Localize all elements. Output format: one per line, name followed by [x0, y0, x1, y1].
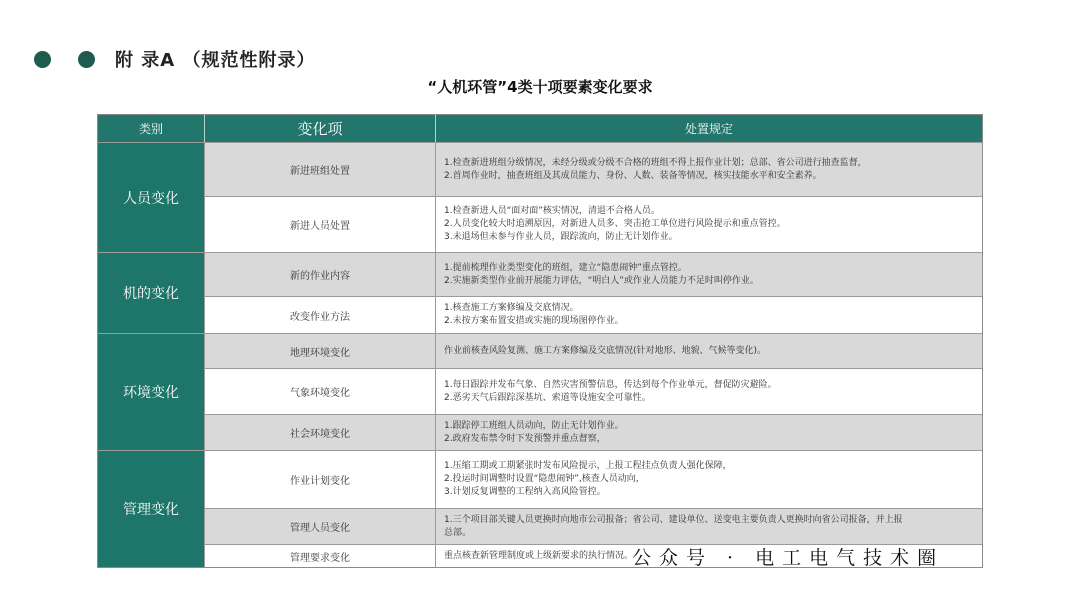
category-cell: 管理变化 — [98, 451, 205, 567]
item-cell: 气象环境变化 — [205, 369, 436, 414]
rule-line: 2.人员变化较大时追溯原因，对新进人员多、突击抢工单位进行风险提示和重点管控。 — [444, 219, 786, 229]
rule-cell — [436, 509, 982, 544]
item-cell: 管理人员变化 — [205, 509, 436, 544]
rule-cell — [436, 253, 982, 296]
rule-cell — [436, 197, 982, 252]
rule-cell — [436, 451, 982, 508]
rule-line: 作业前核查风险复测、施工方案修编及交底情况(针对地形、地貌、气候等变化)。 — [444, 345, 767, 356]
table-row — [205, 296, 982, 333]
bullet-dot-icon — [78, 51, 95, 68]
rule-cell — [436, 334, 982, 368]
column-header-item: 变化项 — [205, 115, 436, 142]
table-row — [205, 414, 982, 450]
requirements-table — [97, 114, 983, 568]
rule-line: 1.压缩工期或工期紧张时发布风险提示，上报工程挂点负责人强化保障， — [444, 461, 732, 471]
column-header-category: 类别 — [98, 115, 205, 142]
rule-line: 1.跟踪停工班组人员动向，防止无计划作业。 — [444, 420, 624, 431]
rule-line: 3.计划反复调整的工程纳入高风险管控。 — [444, 487, 606, 497]
rule-line: 2.政府发布禁令时下发预警并重点督察， — [444, 433, 606, 444]
appendix-header — [34, 46, 315, 72]
category-cell: 环境变化 — [98, 334, 205, 450]
table-row — [205, 143, 982, 196]
rule-line: 总部。 — [444, 527, 472, 538]
rule-line: 1.核查施工方案修编及交底情况。 — [444, 303, 579, 313]
category-group — [98, 252, 982, 333]
category-cell: 人员变化 — [98, 143, 205, 252]
item-cell: 社会环境变化 — [205, 415, 436, 450]
rule-line: 1.检查新进班组分级情况，未经分级或分级不合格的班组不得上报作业计划；总部、省公司进行抽查监督， — [444, 157, 867, 168]
rule-line: 1.三个项目部关键人员更换时向地市公司报备；省公司、建设单位、送变电主要负责人更换时向省公司报备，并上报 — [444, 514, 903, 525]
rule-cell — [436, 369, 982, 414]
category-group — [98, 333, 982, 450]
rule-cell — [436, 297, 982, 333]
watermark-text: 公众号 · 电工电气技术圈 — [632, 547, 945, 569]
rule-cell — [436, 143, 982, 196]
table-row — [205, 196, 982, 252]
rule-line: 1.检查新进人员“面对面”核实情况，清退不合格人员。 — [444, 206, 660, 216]
item-cell: 管理要求变化 — [205, 545, 436, 567]
rule-line: 2.首周作业时，抽查班组及其成员能力、身份、人数、装备等情况，核实技能水平和安全素养。 — [444, 170, 822, 181]
rule-line: 重点核查新管理制度或上级新要求的执行情况。 — [444, 550, 634, 561]
item-cell: 新进人员处置 — [205, 197, 436, 252]
item-cell: 改变作业方法 — [205, 297, 436, 333]
column-header-rule: 处置规定 — [684, 122, 733, 136]
rule-line: 1.每日跟踪并发布气象、自然灾害预警信息，传达到每个作业单元，督促防灾避险。 — [444, 379, 777, 390]
rule-line: 3.未退场但未参与作业人员，跟踪流向，防止无计划作业。 — [444, 232, 678, 242]
rule-line: 2.实施新类型作业前开展能力评估，“明白人”或作业人员能力不足时叫停作业。 — [444, 275, 759, 286]
category-cell: 机的变化 — [98, 253, 205, 333]
item-cell: 新进班组处置 — [205, 143, 436, 196]
rule-line: 2.未按方案布置安措或实施的现场图停作业。 — [444, 316, 624, 326]
table-row — [205, 253, 982, 296]
table-row — [205, 368, 982, 414]
bullet-dot-icon — [34, 51, 51, 68]
table-header — [98, 115, 982, 142]
table-row — [205, 334, 982, 368]
item-cell: 新的作业内容 — [205, 253, 436, 296]
rule-line: 2.恶劣天气后跟踪深基坑、索道等设施安全可靠性。 — [444, 392, 651, 403]
category-group — [98, 142, 982, 252]
table-row — [205, 508, 982, 544]
rule-line: 2.投运时间调整时设置“隐患闹钟”,核查人员动向， — [444, 474, 645, 484]
item-cell: 地理环境变化 — [205, 334, 436, 368]
rule-line: 1.提前梳理作业类型变化的班组，建立“隐患闹钟”重点管控。 — [444, 262, 687, 273]
appendix-title: 附 录A （规范性附录） — [115, 50, 316, 71]
item-cell: 作业计划变化 — [205, 451, 436, 508]
rule-cell — [436, 415, 982, 450]
table-row — [205, 451, 982, 508]
table-title: “人机环管”4类十项要素变化要求 — [427, 78, 653, 96]
